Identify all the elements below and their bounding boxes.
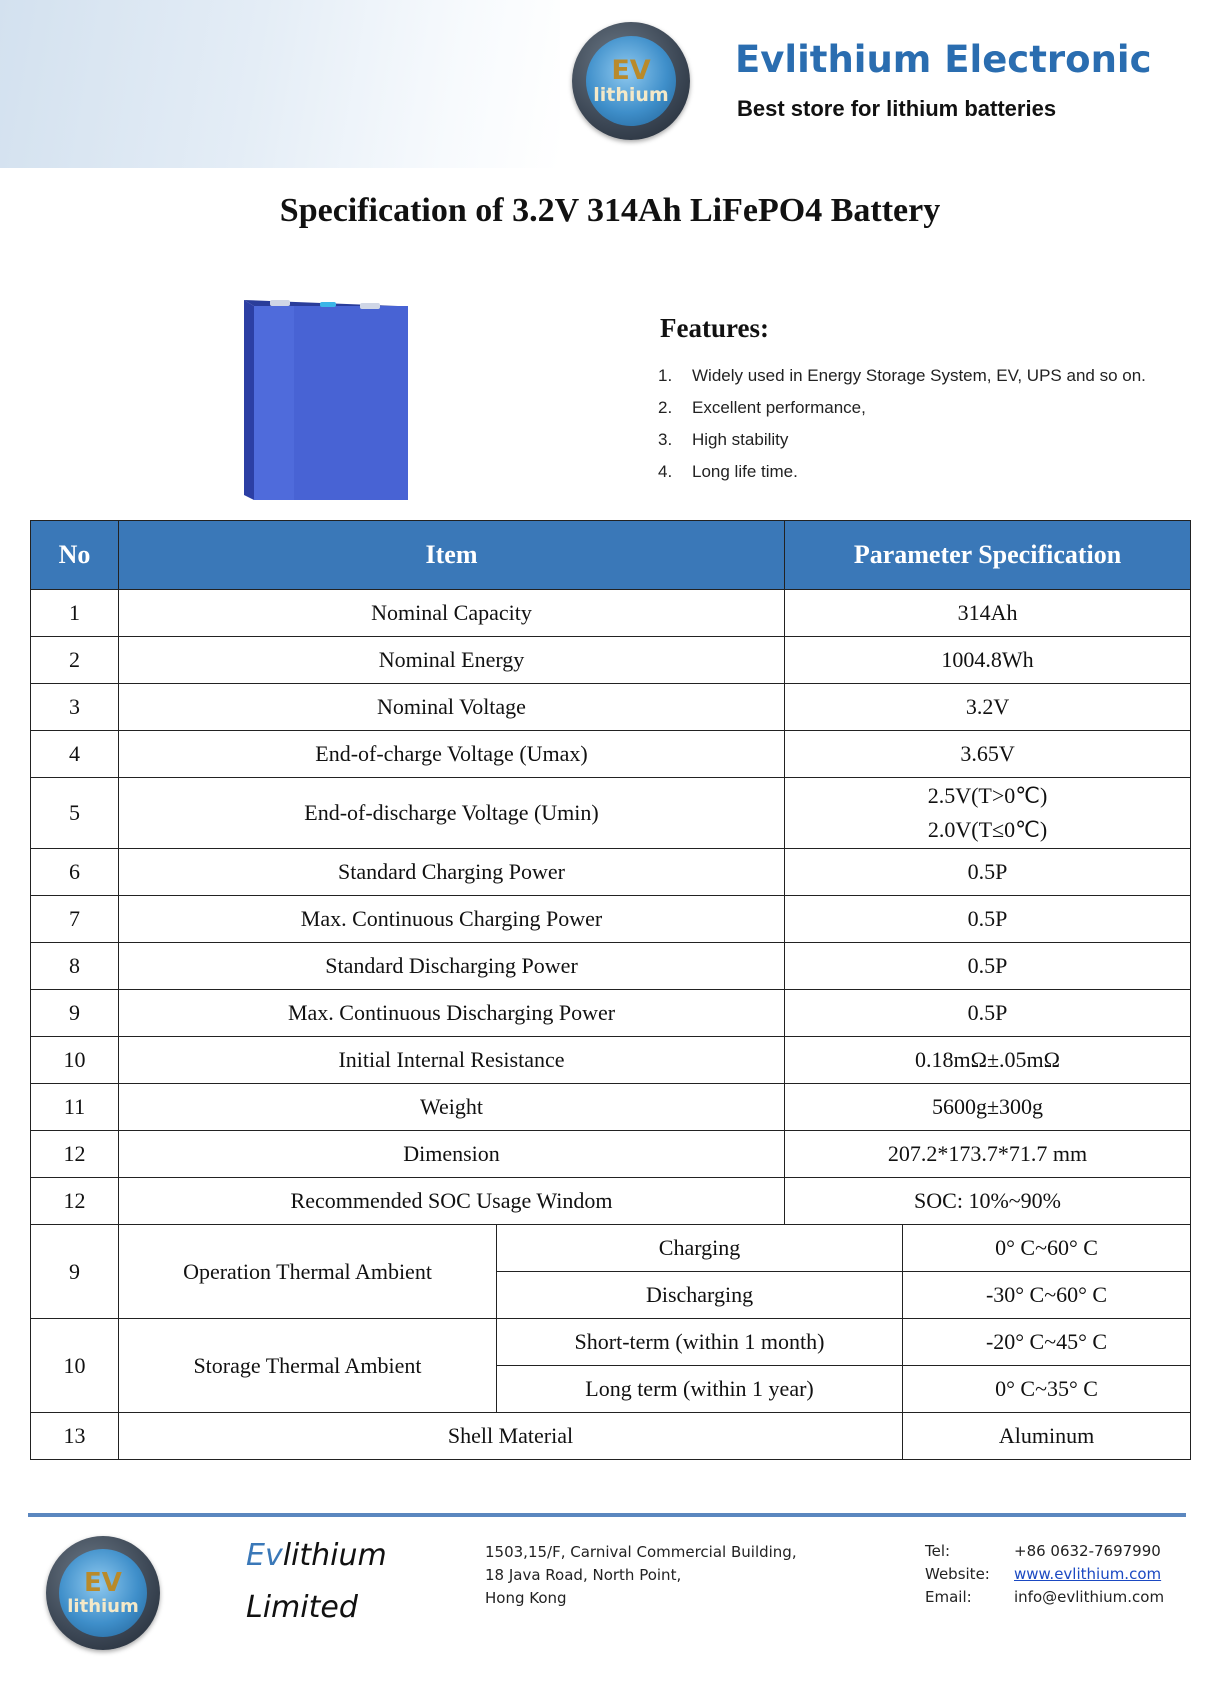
row-no: 2 bbox=[31, 637, 119, 684]
logo-text-ev: EV bbox=[611, 55, 651, 86]
row-no: 9 bbox=[31, 990, 119, 1037]
row-value: -20° C~45° C bbox=[903, 1319, 1191, 1366]
row-no: 13 bbox=[31, 1413, 119, 1460]
row-no: 5 bbox=[31, 778, 119, 849]
evlithium-logo bbox=[46, 1536, 160, 1650]
row-item: Standard Discharging Power bbox=[119, 943, 785, 990]
website-label: Website: bbox=[925, 1565, 990, 1583]
row-value: Aluminum bbox=[903, 1413, 1191, 1460]
footer-brand-limited: Limited bbox=[246, 1590, 358, 1625]
email-value: info@evlithium.com bbox=[1014, 1588, 1165, 1606]
logo-text-lithium: lithium bbox=[593, 84, 669, 106]
row-value: 0° C~35° C bbox=[903, 1366, 1191, 1413]
tel-label: Tel: bbox=[925, 1542, 951, 1560]
row-value: 3.2V bbox=[785, 684, 1191, 731]
table-row bbox=[31, 1037, 1191, 1084]
feature-item: 3. High stability bbox=[658, 430, 789, 449]
page-title: Specification of 3.2V 314Ah LiFePO4 Battery bbox=[279, 192, 941, 229]
row-item: Nominal Capacity bbox=[119, 590, 785, 637]
row-no: 10 bbox=[31, 1037, 119, 1084]
footer-brand: Evlithium bbox=[246, 1538, 387, 1573]
row-no: 3 bbox=[31, 684, 119, 731]
row-item: Max. Continuous Discharging Power bbox=[119, 990, 785, 1037]
table-row-operation bbox=[31, 1225, 1191, 1272]
row-value: 0.5P bbox=[785, 990, 1191, 1037]
table-row-storage bbox=[31, 1319, 1191, 1366]
row-value-line: 2.0V(T≤0℃) bbox=[927, 817, 1048, 842]
footer-address bbox=[485, 1541, 797, 1610]
company-name: Evlithium Electronic bbox=[735, 38, 1152, 81]
row-item: Initial Internal Resistance bbox=[119, 1037, 785, 1084]
row-value: 3.65V bbox=[785, 731, 1191, 778]
features-heading: Features: bbox=[660, 313, 769, 343]
table-row bbox=[31, 590, 1191, 637]
row-no: 1 bbox=[31, 590, 119, 637]
table-row bbox=[31, 1084, 1191, 1131]
row-value: 0.5P bbox=[785, 896, 1191, 943]
row-subitem: Long term (within 1 year) bbox=[497, 1366, 903, 1413]
table-row bbox=[31, 943, 1191, 990]
tel-value: +86 0632-7697990 bbox=[1014, 1542, 1161, 1560]
header-no: No bbox=[31, 521, 119, 590]
feature-item: 4. Long life time. bbox=[658, 462, 798, 481]
feature-item: 1. Widely used in Energy Storage System, EV, UPS and so on. bbox=[658, 366, 1146, 385]
row-value: SOC: 10%~90% bbox=[785, 1178, 1191, 1225]
row-item: Dimension bbox=[119, 1131, 785, 1178]
row-item: End-of-discharge Voltage (Umin) bbox=[119, 778, 785, 849]
header-parameter: Parameter Specification bbox=[785, 521, 1191, 590]
row-subitem: Short-term (within 1 month) bbox=[497, 1319, 903, 1366]
footer-divider bbox=[28, 1513, 1186, 1517]
row-item: Max. Continuous Charging Power bbox=[119, 896, 785, 943]
header-item: Item bbox=[119, 521, 785, 590]
row-no: 7 bbox=[31, 896, 119, 943]
row-no: 8 bbox=[31, 943, 119, 990]
row-value: 0° C~60° C bbox=[903, 1225, 1191, 1272]
row-item: Nominal Energy bbox=[119, 637, 785, 684]
table-row bbox=[31, 731, 1191, 778]
row-value-line: 2.5V(T>0℃) bbox=[927, 783, 1048, 808]
row-value bbox=[785, 778, 1191, 849]
address-line: 1503,15/F, Carnival Commercial Building, bbox=[485, 1543, 797, 1561]
row-subitem: Charging bbox=[497, 1225, 903, 1272]
row-item: Storage Thermal Ambient bbox=[119, 1319, 497, 1413]
row-value: 0.18mΩ±.05mΩ bbox=[785, 1037, 1191, 1084]
row-value: 207.2*173.7*71.7 mm bbox=[785, 1131, 1191, 1178]
row-no: 6 bbox=[31, 849, 119, 896]
row-value: 0.5P bbox=[785, 943, 1191, 990]
logo-text-ev: EV bbox=[84, 1568, 122, 1598]
row-no: 12 bbox=[31, 1178, 119, 1225]
table-header-row bbox=[31, 521, 1191, 590]
table-row bbox=[31, 849, 1191, 896]
row-item: End-of-charge Voltage (Umax) bbox=[119, 731, 785, 778]
table-row bbox=[31, 684, 1191, 731]
address-line: Hong Kong bbox=[485, 1589, 567, 1607]
evlithium-logo bbox=[572, 22, 690, 140]
row-value: 314Ah bbox=[785, 590, 1191, 637]
table-row bbox=[31, 637, 1191, 684]
row-no: 11 bbox=[31, 1084, 119, 1131]
table-row bbox=[31, 1178, 1191, 1225]
header-background bbox=[0, 0, 560, 168]
row-no: 12 bbox=[31, 1131, 119, 1178]
row-item: Standard Charging Power bbox=[119, 849, 785, 896]
row-value: 1004.8Wh bbox=[785, 637, 1191, 684]
address-line: 18 Java Road, North Point, bbox=[485, 1566, 682, 1584]
row-item: Weight bbox=[119, 1084, 785, 1131]
table-row bbox=[31, 896, 1191, 943]
table-row bbox=[31, 1131, 1191, 1178]
row-value: 0.5P bbox=[785, 849, 1191, 896]
row-item: Operation Thermal Ambient bbox=[119, 1225, 497, 1319]
table-row bbox=[31, 1413, 1191, 1460]
row-item: Shell Material bbox=[119, 1413, 903, 1460]
row-item: Nominal Voltage bbox=[119, 684, 785, 731]
website-link[interactable]: www.evlithium.com bbox=[1014, 1565, 1162, 1583]
logo-text-lithium: lithium bbox=[67, 1596, 139, 1617]
row-no: 9 bbox=[31, 1225, 119, 1319]
row-value: 5600g±300g bbox=[785, 1084, 1191, 1131]
row-no: 4 bbox=[31, 731, 119, 778]
row-subitem: Discharging bbox=[497, 1272, 903, 1319]
row-item: Recommended SOC Usage Windom bbox=[119, 1178, 785, 1225]
feature-item: 2. Excellent performance, bbox=[658, 398, 866, 417]
email-label: Email: bbox=[925, 1588, 972, 1606]
row-value: -30° C~60° C bbox=[903, 1272, 1191, 1319]
battery-cell-image bbox=[240, 290, 410, 505]
specification-table bbox=[30, 520, 1191, 1460]
table-row bbox=[31, 990, 1191, 1037]
row-no: 10 bbox=[31, 1319, 119, 1413]
table-row bbox=[31, 778, 1191, 849]
company-tagline: Best store for lithium batteries bbox=[737, 96, 1057, 121]
